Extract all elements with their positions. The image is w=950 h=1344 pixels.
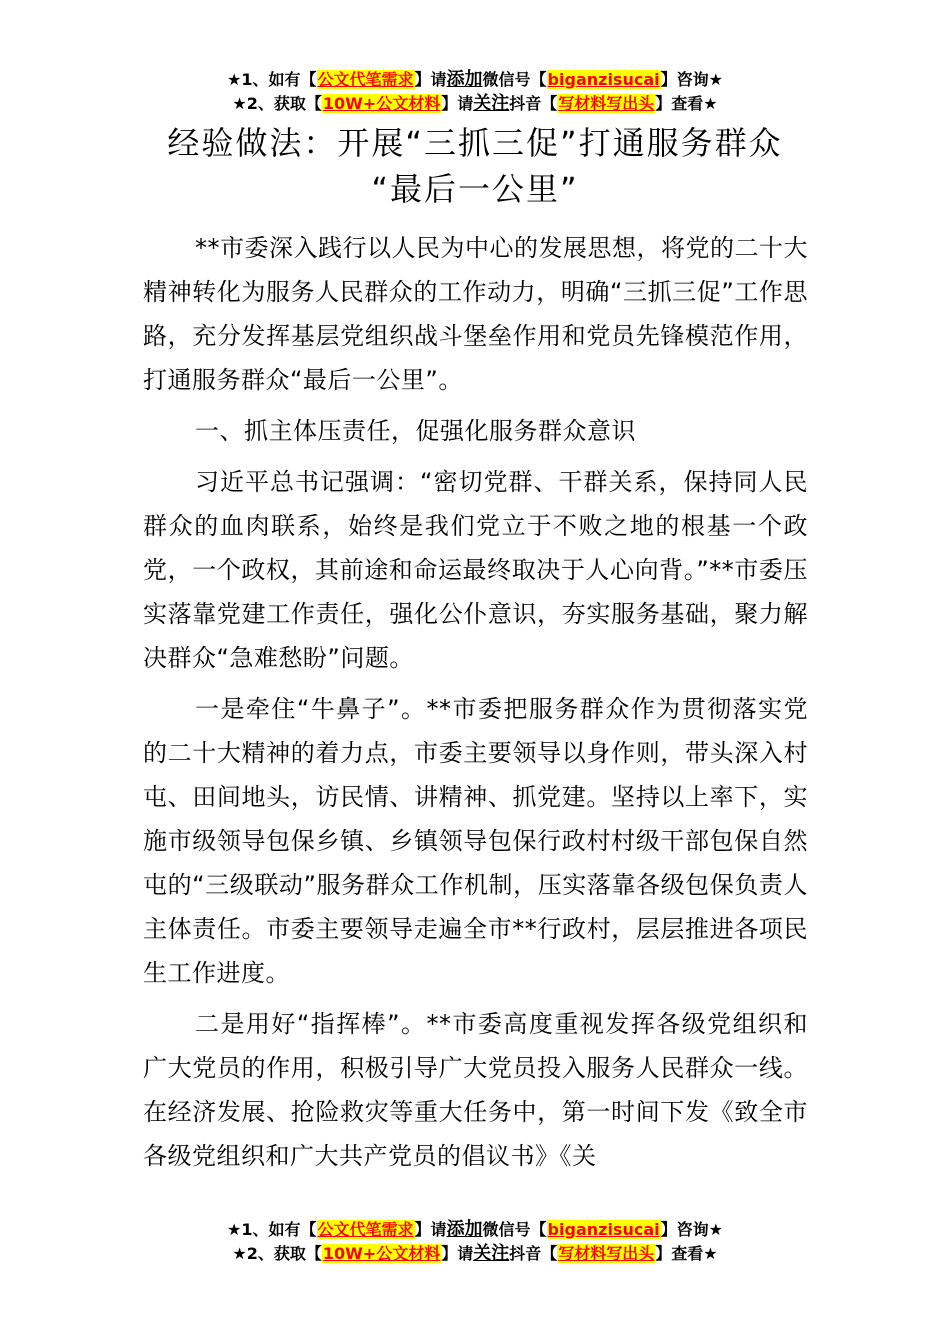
promo-banner-top [0, 68, 950, 116]
promo-highlight-douyin: 写材料写出头 [558, 94, 655, 113]
promo-highlight-wechat: biganzisucai [547, 70, 660, 89]
promo-line-2 [0, 92, 950, 116]
promo-highlight-douyin: 写材料写出头 [558, 1244, 655, 1263]
title-line-2: “最后一公里” [371, 170, 579, 208]
promo-text: 】请 [414, 70, 447, 89]
promo-text: 】查看★ [655, 1244, 718, 1263]
promo-line-2 [0, 1242, 950, 1266]
paragraph-intro: **市委深入践行以人民为中心的发展思想，将党的二十大精神转化为服务人民群众的工作动力，明确“三抓三促”工作思路，充分发挥基层党组织战斗堡垒作用和党员先锋模范作用，打通服务群众“最后一公里”。 [143, 234, 808, 394]
promo-emphasis: 关注 [473, 1243, 510, 1264]
paragraph: 二是用好“指挥棒”。**市委高度重视发挥各级党组织和广大党员的作用，积极引导广大党员投入服务人民群众一线。在经济发展、抢险救灾等重大任务中，第一时间下发《致全市各级党组织和广大共产党员的倡议书》《关 [143, 1010, 808, 1170]
promo-text: 】请 [414, 1220, 447, 1239]
promo-emphasis: 添加 [446, 1219, 483, 1240]
title-line-1: 经验做法：开展“三抓三促”打通服务群众 [167, 124, 783, 162]
promo-highlight-service: 公文代笔需求 [317, 70, 414, 89]
promo-text: 】查看★ [655, 94, 718, 113]
promo-highlight-wechat: biganzisucai [547, 1220, 660, 1239]
promo-text: 抖音【 [509, 1244, 558, 1263]
paragraph: 一是牵住“牛鼻子”。**市委把服务群众作为贯彻落实党的二十大精神的着力点，市委主要领导以身作则，带头深入村屯、田间地头，访民情、讲精神、抓党建。坚持以上率下，实施市级领导包保乡镇、乡镇领导包保行政村村级干部包保自然屯的“三级联动”服务群众工作机制，压实落靠各级包保负责人主体责任。市委主要领导走遍全市**行政村，层层推进各项民生工作进度。 [143, 695, 808, 987]
paragraph: 习近平总书记强调：“密切党群、干群关系，保持同人民群众的血肉联系，始终是我们党立于不败之地的根基一个政党，一个政权，其前途和命运最终取决于人心向背。”**市委压实落靠党建工作责任，强化公仆意识，夯实服务基础，聚力解决群众“急难愁盼”问题。 [143, 468, 808, 672]
promo-emphasis: 关注 [473, 93, 510, 114]
promo-highlight-materials: 10W+公文材料 [322, 94, 441, 113]
promo-text: 抖音【 [509, 94, 558, 113]
promo-text: 微信号【 [482, 70, 547, 89]
promo-text: 】咨询★ [660, 1220, 723, 1239]
promo-highlight-materials: 10W+公文材料 [322, 1244, 441, 1263]
promo-text: 】请 [441, 94, 474, 113]
promo-line-1 [0, 1218, 950, 1242]
document-body [143, 226, 808, 1185]
promo-text: ★2、获取【 [232, 94, 322, 113]
promo-highlight-service: 公文代笔需求 [317, 1220, 414, 1239]
document-title [120, 120, 830, 212]
promo-text: ★1、如有【 [227, 70, 317, 89]
promo-text: 微信号【 [482, 1220, 547, 1239]
promo-text: 】咨询★ [660, 70, 723, 89]
promo-text: ★2、获取【 [232, 1244, 322, 1263]
promo-banner-bottom [0, 1218, 950, 1266]
promo-line-1 [0, 68, 950, 92]
promo-text: 】请 [441, 1244, 474, 1263]
section-heading: 一、抓主体压责任，促强化服务群众意识 [195, 417, 636, 445]
promo-text: ★1、如有【 [227, 1220, 317, 1239]
promo-emphasis: 添加 [446, 69, 483, 90]
